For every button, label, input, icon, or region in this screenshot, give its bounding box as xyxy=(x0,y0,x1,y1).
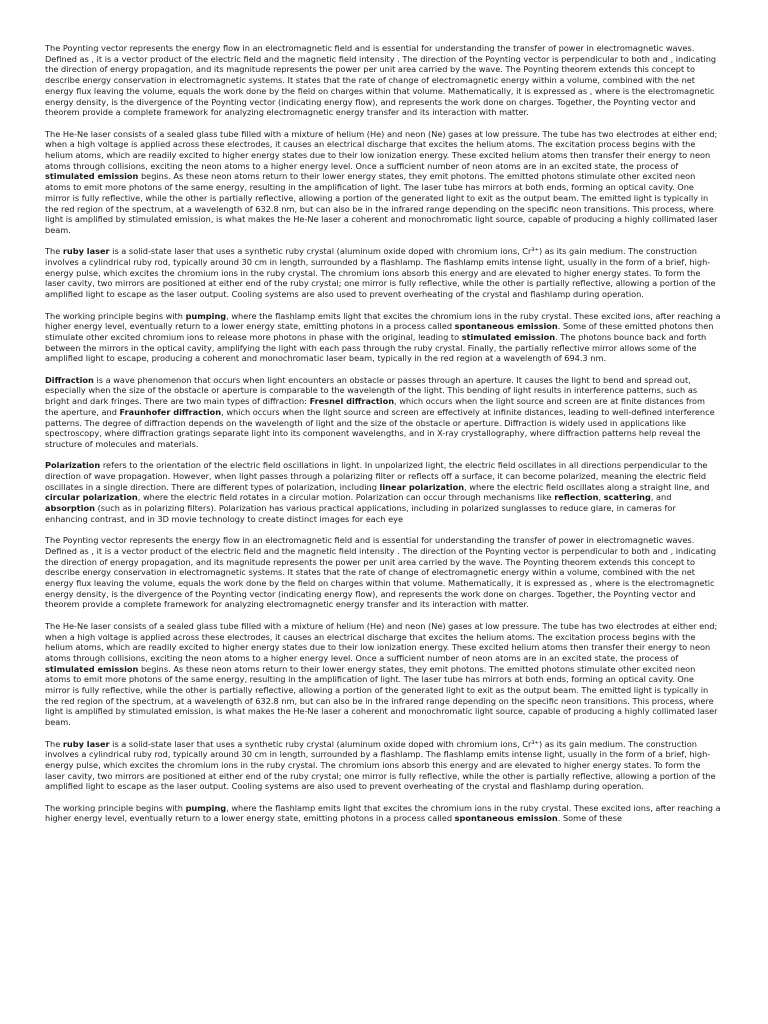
text-run: The He-Ne laser consists of a sealed glass tube filled with a mixture of helium (He) and neon (Ne) gases at low pressure. The tube has two electrodes at either end; when a high voltage is applied across these electrodes, it causes an electrical discharge that excites the helium atoms. The excitation process begins with the helium atoms, which are readily excited to higher energy states due to their low ionization energy. These excited helium atoms then transfer their energy to neon atoms through collisions, exciting the neon atoms to a higher energy level. Once a sufficient number of neon atoms are in an excited state, the process of xyxy=(45,128,718,171)
bold-term: spontaneous emission xyxy=(454,813,558,824)
text-run: , xyxy=(598,492,604,503)
text-run: (such as in polarizing filters). Polarization has various practical applications, including in polarized sunglasses to reduce glare, in cameras for enhancing contrast, and in 3D movie technology to create distinct images for each eye xyxy=(45,503,676,524)
text-run: . Some of these xyxy=(557,813,622,824)
bold-term: pumping xyxy=(185,802,227,813)
text-run: , where the electric field oscillates along a straight line, and xyxy=(464,481,710,492)
text-run: The working principle begins with xyxy=(45,802,186,813)
text-run: begins. As these neon atoms return to their lower energy states, they emit photons. The emitted photons stimulate other excited neon atoms to emit more photons of the same energy, resulting in the amplification of light. The laser tube has mirrors at both ends, forming an optical cavity. One mirror is fully reflective, while the other is partially reflective, allowing a portion of the generated light to exit as the output beam. The emitted light is typically in the red region of the spectrum, at a wavelength of 632.8 nm, but can also be in the infrared range depending on the specific neon transitions. This process, where light is amplified by stimulated emission, is what makes the He-Ne laser a coherent and monochromatic light source, capable of producing a highly collimated laser beam. xyxy=(45,663,718,728)
paragraph-polarization xyxy=(45,460,721,524)
text-run: , which occurs when the light source and screen are effectively at infinite distances, leading to well-defined interference patterns. The degree of diffraction depends on the wavelength of light and the size of the obstacle or aperture. Diffraction is widely used in applications like spectroscopy, where diffraction gratings separate light into its component wavelengths, and in X-ray crystallography, where diffraction patterns help reveal the structure of molecules and materials. xyxy=(45,406,715,449)
bold-term: absorption xyxy=(45,503,95,514)
bold-term: linear polarization xyxy=(379,481,465,492)
text-run: The He-Ne laser consists of a sealed glass tube filled with a mixture of helium (He) and neon (Ne) gases at low pressure. The tube has two electrodes at either end; when a high voltage is applied across these electrodes, it causes an electrical discharge that excites the helium atoms. The excitation process begins with the helium atoms, which are readily excited to higher energy states due to their low ionization energy. These excited helium atoms then transfer their energy to neon atoms through collisions, exciting the neon atoms to a higher energy level. Once a sufficient number of neon atoms are in an excited state, the process of xyxy=(45,620,718,663)
text-run: The xyxy=(45,246,63,257)
text-run: is a solid-state laser that uses a synthetic ruby crystal (aluminum oxide doped with chromium ions, Cr³⁺) as its gain medium. The construction involves a cylindrical ruby rod, typically around 30 cm in length, surrounded by a flashlamp. The flashlamp emits intense light, usually in the form of a brief, high-energy pulse, which excites the chromium ions in the ruby crystal. The chromium ions absorb this energy and are elevated to higher energy states. To form the laser cavity, two mirrors are positioned at either end of the ruby crystal; one mirror is fully reflective, while the other is partially reflective, allowing a portion of the amplified light to escape as the laser output. Cooling systems are also used to prevent overheating of the crystal and flashlamp during operation. xyxy=(45,738,716,792)
text-run: , where the flashlamp emits light that excites the chromium ions in the ruby crystal. These excited ions, after reaching a higher energy level, eventually return to a lower energy state, emitting photons in a process called xyxy=(45,310,721,332)
paragraph-ruby-working-principle xyxy=(45,311,721,365)
paragraph-diffraction xyxy=(45,375,721,450)
bold-term: stimulated emission xyxy=(45,171,139,182)
bold-term: stimulated emission xyxy=(461,331,556,342)
text-run: The Poynting vector represents the energy flow in an electromagnetic field and is essential for understanding the transfer of power in electromagnetic waves. Defined as , it is a vector product of the electric field and the magnetic field intensity . The direction of the Poynting vector is perpendicular to both and , indicating the direction of energy propagation, and its magnitude represents the power per unit area carried by the wave. The Poynting theorem extends this concept to describe energy conservation in electromagnetic systems. It states that the rate of change of electromagnetic energy within a volume, combined with the net energy flux leaving the volume, equals the work done by the field on charges within that volume. Mathematically, it is expressed as , where is the electromagnetic energy density, is the divergence of the Poynting vector (indicating energy flow), and represents the work done on charges. Together, the Poynting vector and theorem provide a complete framework for analyzing electromagnetic energy transfer and its interaction with matter. xyxy=(45,43,717,118)
paragraph-he-ne-laser-repeat xyxy=(45,621,721,728)
bold-term: scattering xyxy=(603,492,651,503)
bold-term: ruby laser xyxy=(62,738,110,749)
text-run: The xyxy=(45,738,63,749)
text-run: The working principle begins with xyxy=(45,310,186,321)
bold-term: Fraunhofer diffraction xyxy=(119,406,222,417)
text-run: The Poynting vector represents the energy flow in an electromagnetic field and is essential for understanding the transfer of power in electromagnetic waves. Defined as , it is a vector product of the electric field and the magnetic field intensity . The direction of the Poynting vector is perpendicular to both and , indicating the direction of energy propagation, and its magnitude represents the power per unit area carried by the wave. The Poynting theorem extends this concept to describe energy conservation in electromagnetic systems. It states that the rate of change of electromagnetic energy within a volume, combined with the net energy flux leaving the volume, equals the work done by the field on charges within that volume. Mathematically, it is expressed as , where is the electromagnetic energy density, is the divergence of the Poynting vector (indicating energy flow), and represents the work done on charges. Together, the Poynting vector and theorem provide a complete framework for analyzing electromagnetic energy transfer and its interaction with matter. xyxy=(45,535,717,610)
text-run: , which occurs when the light source and screen are at finite distances from the aperture, and xyxy=(45,396,706,417)
paragraph-ruby-laser-repeat xyxy=(45,739,721,793)
text-run: , where the electric field rotates in a circular motion. Polarization can occur through mechanisms like xyxy=(137,492,555,503)
bold-term: pumping xyxy=(185,310,227,321)
paragraph-ruby-laser xyxy=(45,246,721,300)
text-run: refers to the orientation of the electric field oscillations in light. In unpolarized light, the electric field oscillates in all directions perpendicular to the direction of wave propagation. However, when light passes through a polarizing filter or reflects off a surface, it can become polarized, meaning the electric field oscillates in a single direction. There are different types of polarization, including xyxy=(45,460,708,492)
text-run: is a solid-state laser that uses a synthetic ruby crystal (aluminum oxide doped with chromium ions, Cr³⁺) as its gain medium. The construction involves a cylindrical ruby rod, typically around 30 cm in length, surrounded by a flashlamp. The flashlamp emits intense light, usually in the form of a brief, high-energy pulse, which excites the chromium ions in the ruby crystal. The chromium ions absorb this energy and are elevated to higher energy states. To form the laser cavity, two mirrors are positioned at either end of the ruby crystal; one mirror is fully reflective, while the other is partially reflective, allowing a portion of the amplified light to escape as the laser output. Cooling systems are also used to prevent overheating of the crystal and flashlamp during operation. xyxy=(45,246,716,300)
bold-term: ruby laser xyxy=(62,246,110,257)
text-run: begins. As these neon atoms return to their lower energy states, they emit photons. The emitted photons stimulate other excited neon atoms to emit more photons of the same energy, resulting in the amplification of light. The laser tube has mirrors at both ends, forming an optical cavity. One mirror is fully reflective, while the other is partially reflective, allowing a portion of the generated light to exit as the output beam. The emitted light is typically in the red region of the spectrum, at a wavelength of 632.8 nm, but can also be in the infrared range depending on the specific neon transitions. This process, where light is amplified by stimulated emission, is what makes the He-Ne laser a coherent and monochromatic light source, capable of producing a highly collimated laser beam. xyxy=(45,171,718,235)
bold-term: spontaneous emission xyxy=(454,321,558,332)
bold-term: Polarization xyxy=(45,460,101,471)
bold-term: Diffraction xyxy=(45,374,94,385)
text-run: . The photons bounce back and forth between the mirrors in the optical cavity, amplifying the light with each pass through the ruby crystal. Finally, the partially reflective mirror allows some of the amplified light to escape, producing a coherent and monochromatic laser beam, typically in the red region at a wavelength of 694.3 nm. xyxy=(45,331,707,364)
paragraph-poynting-vector xyxy=(45,43,721,118)
bold-term: circular polarization xyxy=(45,492,138,503)
text-run: is a wave phenomenon that occurs when light encounters an obstacle or passes through an aperture. It causes the light to bend and spread out, especially when the size of the obstacle or aperture is comparable to the wavelength of the light. This bending of light results in interference patterns, such as bright and dark fringes. There are two main types of diffraction: xyxy=(45,374,698,407)
text-run: , and xyxy=(650,492,672,503)
paragraph-he-ne-laser xyxy=(45,129,721,236)
paragraph-poynting-vector-repeat xyxy=(45,535,721,610)
bold-term: reflection xyxy=(554,492,599,503)
text-run: . Some of these emitted photons then stimulate other excited chromium ions to release more photons in phase with the original, leading to xyxy=(45,321,714,342)
text-run: , where the flashlamp emits light that excites the chromium ions in the ruby crystal. These excited ions, after reaching a higher energy level, eventually return to a lower energy state, emitting photons in a process called xyxy=(45,802,721,824)
bold-term: stimulated emission xyxy=(45,663,139,674)
document-page xyxy=(45,43,721,1018)
paragraph-ruby-working-principle-repeat xyxy=(45,803,721,824)
bold-term: Fresnel diffraction xyxy=(309,396,395,407)
